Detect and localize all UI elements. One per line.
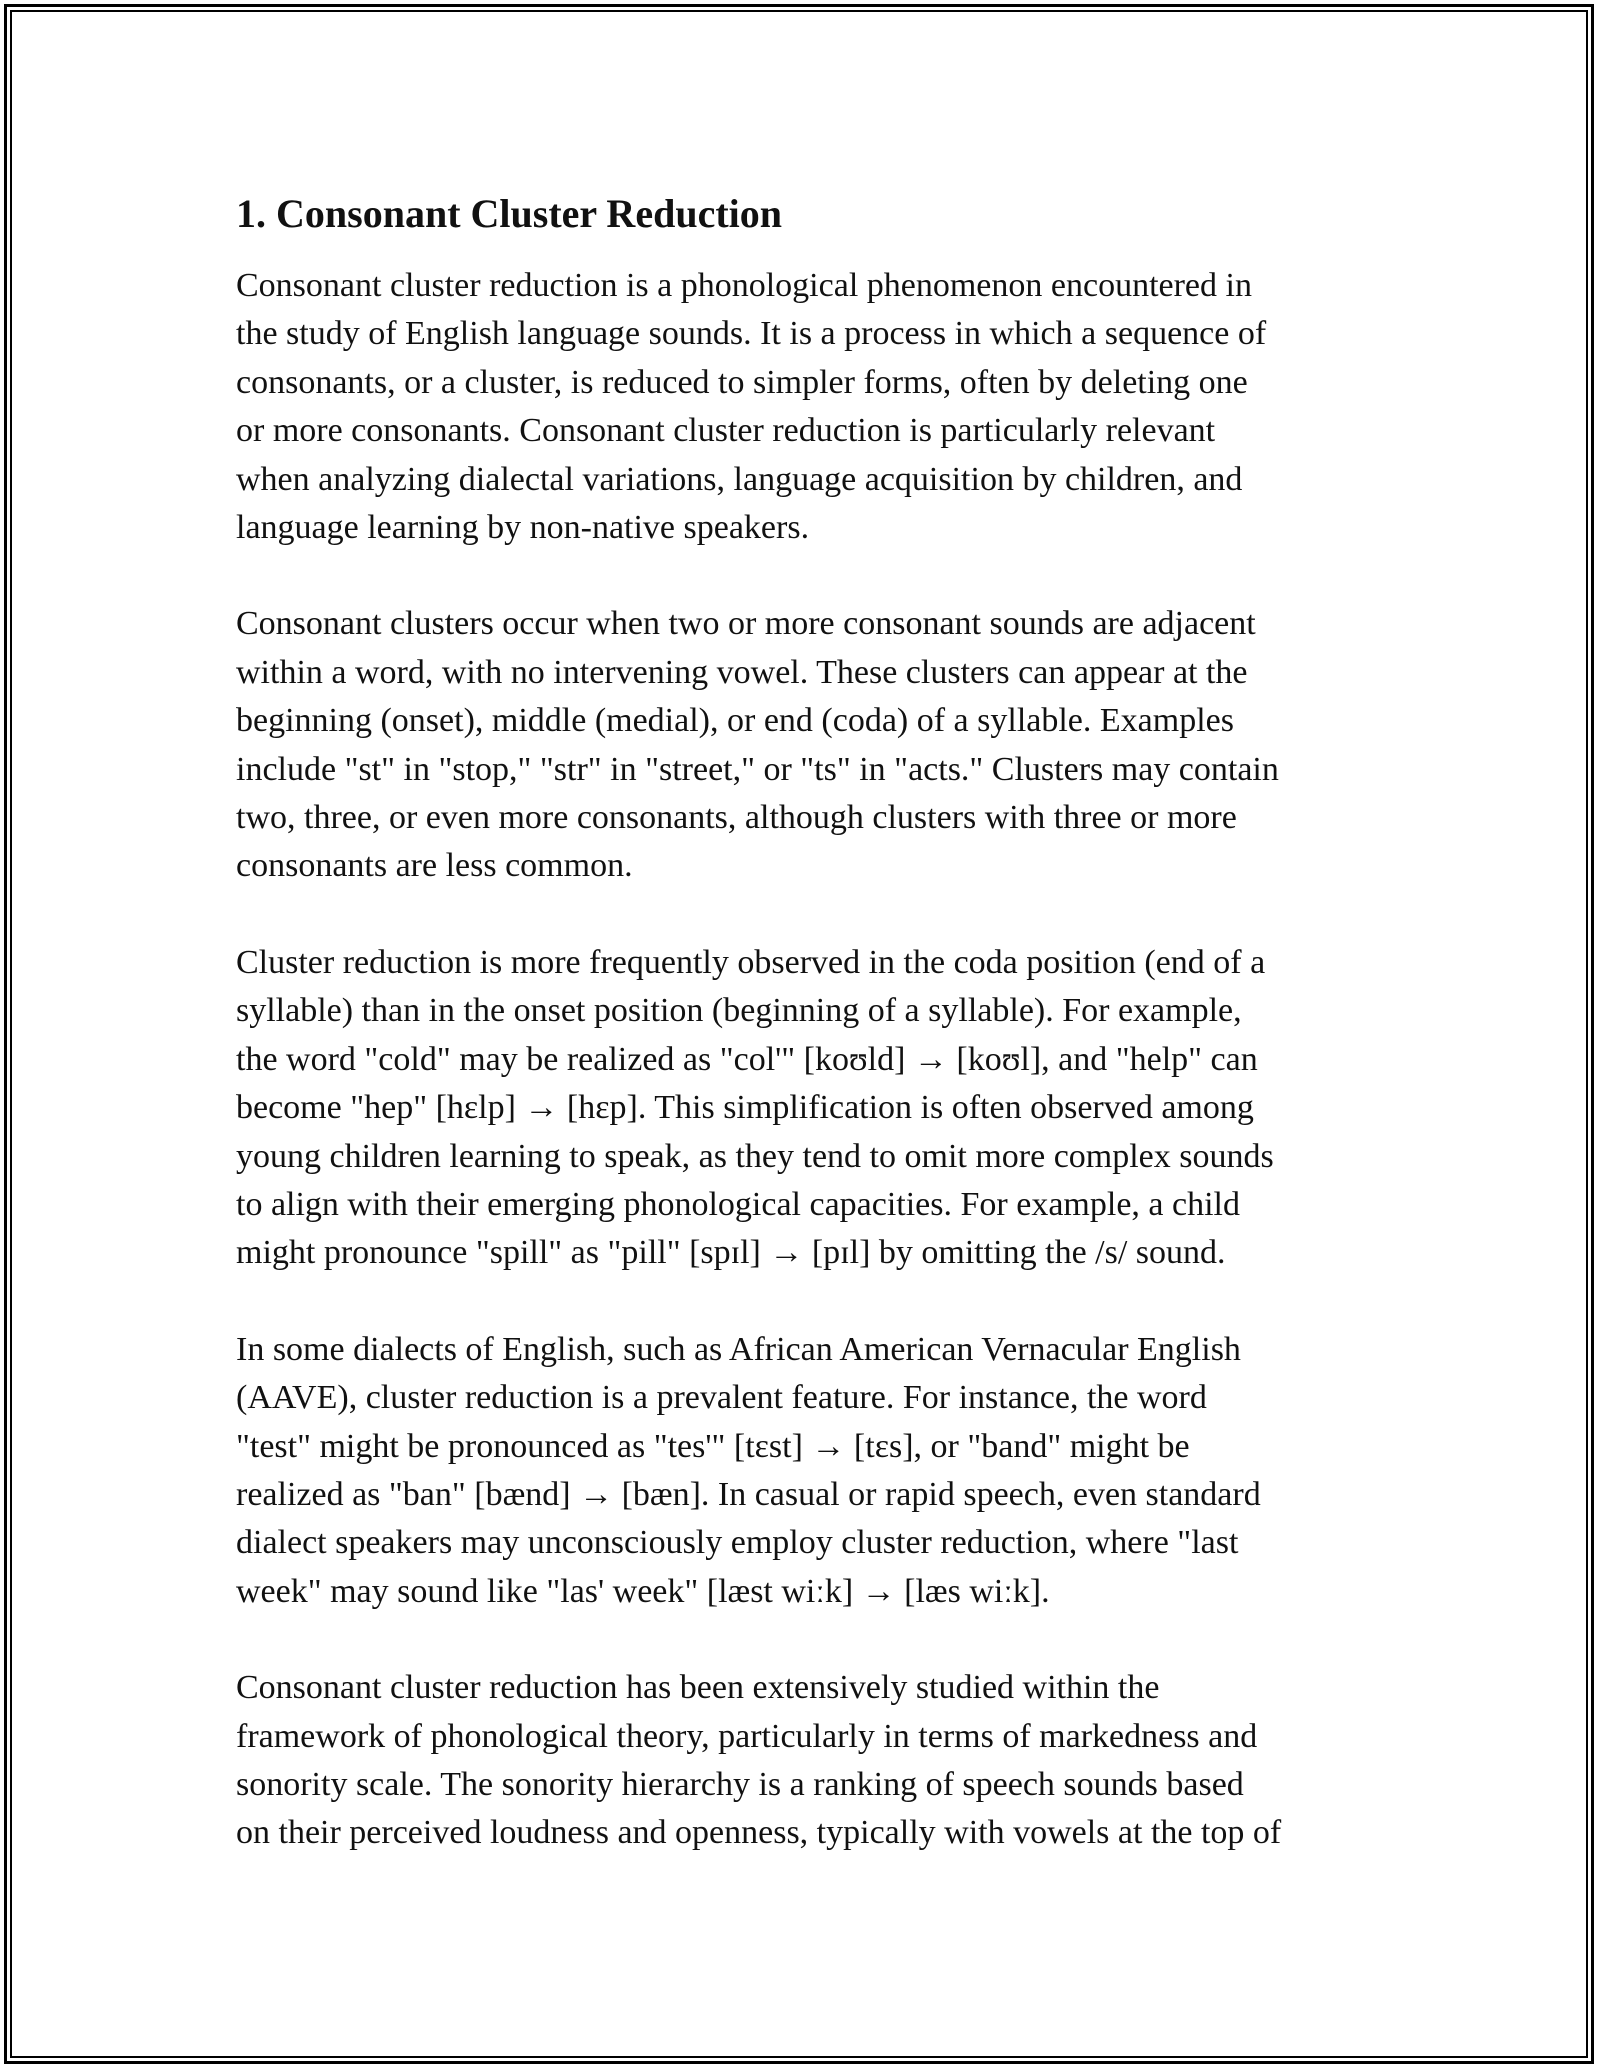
paragraph-3: Cluster reduction is more frequently observed in the coda position (end of a syllable) than in the onset position (beginning of a syllable). For example, the word "cold" may be realized as "col'" [koʊld] → [koʊl], and "help" can become "hep" [hɛlp] → [hɛp]. This simplification is often observed among young children learning to speak, as they tend to omit more complex sounds to align with their emerging phonological capacities. For example, a child might pronounce "spill" as "pill" [spɪl] → [pɪl] by omitting the /s/ sound. xyxy=(236,943,1274,1272)
paragraph-2: Consonant clusters occur when two or more consonant sounds are adjacent within a word, with no intervening vowel. These clusters can appear at the beginning (onset), middle (medial), or end (coda) of a syllable. Examples include "st" in "stop," "str" in "street," or "ts" in "acts." Clusters may contain two, three, or even more consonants, although clusters with three or more consonants are less common. xyxy=(236,605,1279,885)
document-body xyxy=(236,186,1366,1906)
section-heading: 1. Consonant Cluster Reduction xyxy=(236,191,782,236)
paragraph-5: Consonant cluster reduction has been extensively studied within the framework of phonological theory, particularly in terms of markedness and sonority scale. The sonority hierarchy is a ranking of speech sounds based on their perceived loudness and openness, typically with vowels at the top of xyxy=(236,1669,1282,1852)
paragraph-4: In some dialects of English, such as African American Vernacular English (AAVE), cluster reduction is a prevalent feature. For instance, the word "test" might be pronounced as "tes'" [tɛst] → [tɛs], or "band" might be realized as "ban" [bænd] → [bæn]. In casual or rapid speech, even standard dialect speakers may unconsciously employ cluster reduction, where "last week" may sound like "las' week" [læst wiːk] → [læs wiːk]. xyxy=(236,1330,1261,1610)
paragraph-1: Consonant cluster reduction is a phonological phenomenon encountered in the study of English language sounds. It is a process in which a sequence of consonants, or a cluster, is reduced to simpler forms, often by deleting one or more consonants. Consonant cluster reduction is particularly relevant when analyzing dialectal variations, language acquisition by children, and language learning by non-native speakers. xyxy=(236,267,1267,547)
